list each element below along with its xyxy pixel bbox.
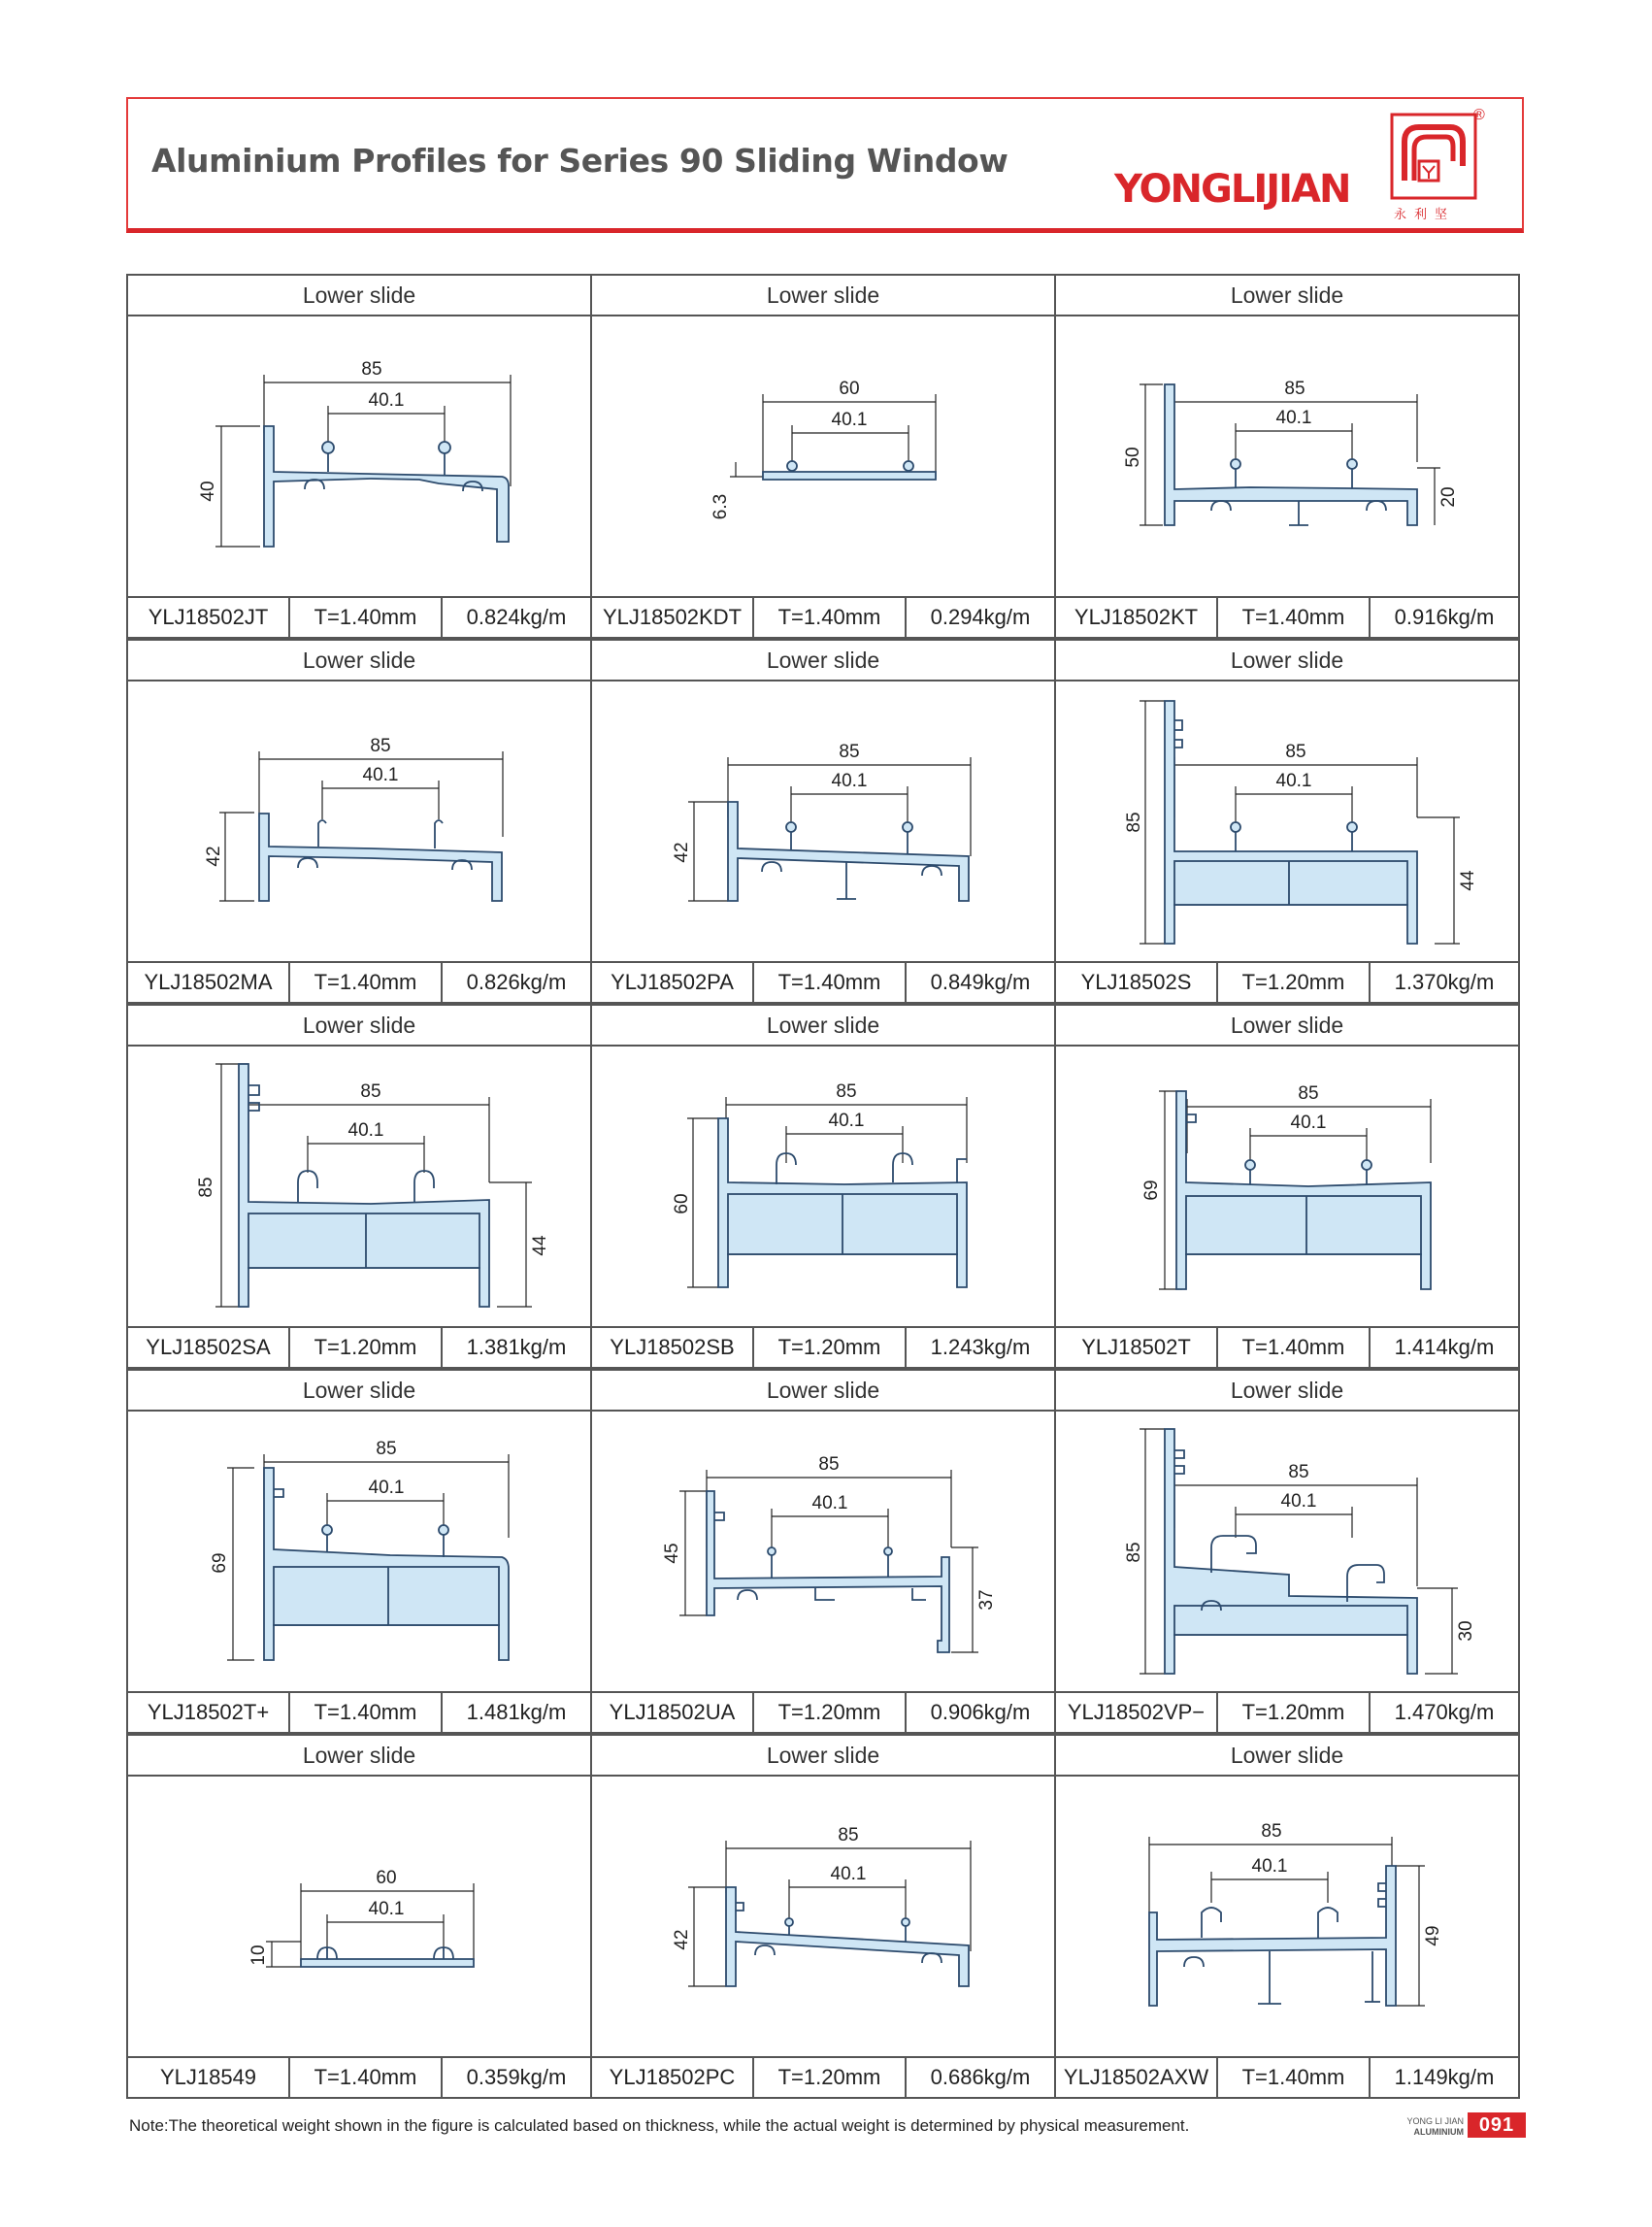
profile-spec-row bbox=[128, 961, 590, 1002]
dim-height: 42 bbox=[672, 842, 692, 863]
dim-track: 40.1 bbox=[1290, 1113, 1327, 1133]
profile-code: YLJ18502S bbox=[1056, 963, 1218, 1002]
profile-drawing bbox=[128, 681, 590, 961]
profile-title: Lower slide bbox=[1056, 1736, 1518, 1777]
profile-drawing bbox=[592, 316, 1054, 596]
profile-code: YLJ18549 bbox=[128, 2058, 290, 2097]
profile-title: Lower slide bbox=[128, 276, 590, 316]
profile-title: Lower slide bbox=[1056, 1006, 1518, 1047]
profile-drawing bbox=[128, 316, 590, 596]
brand-name: YONGLIJIAN bbox=[1114, 167, 1350, 212]
profile-drawing bbox=[1056, 316, 1518, 596]
profile-card bbox=[1054, 274, 1520, 639]
brand-chinese-name: 永利坚 bbox=[1394, 208, 1456, 222]
profile-row bbox=[126, 639, 1526, 1004]
profile-weight: 1.149kg/m bbox=[1394, 2065, 1495, 2089]
profile-thickness: T=1.20mm bbox=[754, 1328, 907, 1367]
dim-height: 69 bbox=[1141, 1180, 1162, 1201]
profile-weight: 1.470kg/m bbox=[1394, 1700, 1495, 1724]
profile-card bbox=[1054, 639, 1520, 1004]
dim-height: 69 bbox=[210, 1552, 230, 1574]
profile-spec-row bbox=[592, 1326, 1054, 1367]
profile-drawing-kdt bbox=[592, 316, 1054, 598]
profile-spec-row bbox=[1056, 596, 1518, 637]
dim-track: 40.1 bbox=[1251, 1856, 1288, 1877]
dim-height: 45 bbox=[662, 1543, 682, 1564]
profile-drawing-ma bbox=[128, 681, 590, 963]
profile-spec-row bbox=[1056, 2056, 1518, 2097]
profile-grid bbox=[126, 274, 1526, 2099]
profile-row bbox=[126, 1369, 1526, 1734]
profile-code: YLJ18502JT bbox=[128, 598, 290, 637]
dim-height: 85 bbox=[196, 1177, 216, 1198]
profile-code: YLJ18502PA bbox=[592, 963, 754, 1002]
profile-row bbox=[126, 274, 1526, 639]
dim-width: 85 bbox=[1285, 742, 1306, 762]
profile-code: YLJ18502T bbox=[1056, 1328, 1218, 1367]
profile-card bbox=[1054, 1734, 1520, 2099]
profile-spec-row bbox=[128, 2056, 590, 2097]
profile-drawing-axw bbox=[1056, 1777, 1518, 2058]
profile-title: Lower slide bbox=[592, 1371, 1054, 1412]
profile-title: Lower slide bbox=[592, 276, 1054, 316]
registered-mark: ® bbox=[1473, 107, 1485, 123]
profile-title: Lower slide bbox=[592, 1006, 1054, 1047]
dim-track: 40.1 bbox=[1275, 771, 1312, 791]
profile-drawing-sb bbox=[592, 1047, 1054, 1328]
profile-code: YLJ18502UA bbox=[592, 1693, 754, 1732]
profile-spec-row bbox=[128, 1691, 590, 1732]
page-number: 091 bbox=[1468, 2112, 1526, 2138]
profile-thickness: T=1.40mm bbox=[1218, 2058, 1371, 2097]
profile-drawing-18549 bbox=[128, 1777, 590, 2058]
profile-drawing-ua bbox=[592, 1412, 1054, 1693]
profile-drawing bbox=[128, 1412, 590, 1691]
profile-weight: 0.824kg/m bbox=[466, 605, 567, 629]
profile-drawing bbox=[128, 1047, 590, 1326]
profile-thickness: T=1.40mm bbox=[290, 963, 443, 1002]
dim-track: 40.1 bbox=[811, 1493, 848, 1513]
dim-side: 44 bbox=[530, 1235, 550, 1256]
dim-width: 85 bbox=[1261, 1821, 1282, 1842]
profile-card bbox=[1054, 1004, 1520, 1369]
page-header bbox=[126, 97, 1524, 233]
dim-width: 85 bbox=[838, 1825, 859, 1845]
dim-width: 85 bbox=[839, 742, 860, 762]
profile-thickness: T=1.40mm bbox=[754, 598, 907, 637]
profile-drawing bbox=[592, 1777, 1054, 2056]
profile-card bbox=[126, 1004, 592, 1369]
profile-drawing-vp bbox=[1056, 1412, 1518, 1693]
dim-side: 37 bbox=[976, 1589, 997, 1611]
profile-card bbox=[590, 1004, 1056, 1369]
profile-code: YLJ18502T+ bbox=[128, 1693, 290, 1732]
dim-track: 40.1 bbox=[368, 1478, 405, 1498]
profile-drawing bbox=[128, 1777, 590, 2056]
dim-width: 85 bbox=[376, 1439, 397, 1459]
page-title: Aluminium Profiles for Series 90 Sliding Window bbox=[151, 142, 1008, 180]
profile-card bbox=[126, 274, 592, 639]
dim-track: 40.1 bbox=[1275, 408, 1312, 428]
dim-track: 40.1 bbox=[831, 771, 868, 791]
dim-track: 40.1 bbox=[362, 765, 399, 785]
dim-width: 85 bbox=[818, 1454, 840, 1475]
profile-spec-row bbox=[1056, 1326, 1518, 1367]
dim-height: 10 bbox=[248, 1944, 269, 1966]
profile-drawing bbox=[1056, 1412, 1518, 1691]
profile-spec-row bbox=[128, 596, 590, 637]
profile-spec-row bbox=[1056, 1691, 1518, 1732]
profile-card bbox=[590, 1369, 1056, 1734]
footer-brand bbox=[1394, 2116, 1464, 2138]
profile-code: YLJ18502KDT bbox=[592, 598, 754, 637]
dim-width: 60 bbox=[839, 379, 860, 399]
profile-row bbox=[126, 1004, 1526, 1369]
profile-row bbox=[126, 1734, 1526, 2099]
profile-code: YLJ18502AXW bbox=[1056, 2058, 1218, 2097]
profile-card bbox=[1054, 1369, 1520, 1734]
profile-drawing bbox=[1056, 1777, 1518, 2056]
profile-drawing-jt bbox=[128, 316, 590, 598]
profile-drawing-s bbox=[1056, 681, 1518, 963]
profile-title: Lower slide bbox=[1056, 1371, 1518, 1412]
profile-weight: 0.294kg/m bbox=[930, 605, 1031, 629]
profile-thickness: T=1.40mm bbox=[290, 2058, 443, 2097]
dim-track: 40.1 bbox=[830, 1864, 867, 1884]
profile-weight: 1.414kg/m bbox=[1394, 1335, 1495, 1359]
profile-thickness: T=1.40mm bbox=[290, 598, 443, 637]
profile-drawing bbox=[592, 681, 1054, 961]
profile-thickness: T=1.20mm bbox=[1218, 963, 1371, 1002]
profile-drawing-sa bbox=[128, 1047, 590, 1328]
profile-drawing bbox=[592, 1047, 1054, 1326]
profile-card bbox=[126, 1369, 592, 1734]
profile-weight: 1.381kg/m bbox=[466, 1335, 567, 1359]
profile-weight: 0.686kg/m bbox=[930, 2065, 1031, 2089]
profile-spec-row bbox=[592, 961, 1054, 1002]
dim-width: 60 bbox=[376, 1868, 397, 1888]
profile-card bbox=[126, 1734, 592, 2099]
profile-drawing bbox=[1056, 681, 1518, 961]
profile-card bbox=[126, 639, 592, 1004]
profile-card bbox=[590, 1734, 1056, 2099]
profile-thickness: T=1.20mm bbox=[290, 1328, 443, 1367]
profile-thickness: T=1.40mm bbox=[1218, 598, 1371, 637]
profile-weight: 0.849kg/m bbox=[930, 970, 1031, 994]
profile-drawing-pc bbox=[592, 1777, 1054, 2058]
profile-title: Lower slide bbox=[592, 641, 1054, 681]
dim-track: 40.1 bbox=[347, 1120, 384, 1141]
profile-title: Lower slide bbox=[1056, 276, 1518, 316]
profile-drawing-t bbox=[1056, 1047, 1518, 1328]
dim-height: 50 bbox=[1123, 447, 1143, 468]
profile-code: YLJ18502PC bbox=[592, 2058, 754, 2097]
profile-thickness: T=1.20mm bbox=[754, 1693, 907, 1732]
dim-height: 85 bbox=[1124, 1542, 1144, 1563]
profile-thickness: T=1.40mm bbox=[290, 1693, 443, 1732]
dim-height: 49 bbox=[1423, 1925, 1443, 1946]
profile-weight: 0.916kg/m bbox=[1394, 605, 1495, 629]
profile-spec-row bbox=[1056, 961, 1518, 1002]
profile-code: YLJ18502SA bbox=[128, 1328, 290, 1367]
profile-drawing-kt bbox=[1056, 316, 1518, 598]
dim-side: 20 bbox=[1438, 486, 1459, 508]
footer-note: Note:The theoretical weight shown in the figure is calculated based on thickness, while the actual weight is determined by physical measurement. bbox=[129, 2116, 1190, 2135]
dim-track: 40.1 bbox=[368, 1899, 405, 1919]
profile-thickness: T=1.40mm bbox=[1218, 1328, 1371, 1367]
profile-thickness: T=1.40mm bbox=[754, 963, 907, 1002]
profile-spec-row bbox=[128, 1326, 590, 1367]
dim-side: 44 bbox=[1458, 870, 1478, 891]
profile-thickness: T=1.20mm bbox=[754, 2058, 907, 2097]
profile-title: Lower slide bbox=[1056, 641, 1518, 681]
profile-drawing bbox=[592, 1412, 1054, 1691]
profile-code: YLJ18502VP− bbox=[1056, 1693, 1218, 1732]
profile-title: Lower slide bbox=[128, 1371, 590, 1412]
dim-width: 85 bbox=[1298, 1083, 1319, 1104]
dim-width: 85 bbox=[836, 1081, 857, 1102]
dim-width: 85 bbox=[1288, 1462, 1309, 1482]
footer-brand-line2: ALUMINIUM bbox=[1413, 2127, 1464, 2137]
dim-track: 40.1 bbox=[1280, 1491, 1317, 1512]
profile-code: YLJ18502KT bbox=[1056, 598, 1218, 637]
profile-spec-row bbox=[592, 2056, 1054, 2097]
dim-track: 40.1 bbox=[831, 410, 868, 430]
profile-weight: 1.481kg/m bbox=[466, 1700, 567, 1724]
profile-title: Lower slide bbox=[128, 641, 590, 681]
profile-weight: 0.359kg/m bbox=[466, 2065, 567, 2089]
dim-track: 40.1 bbox=[828, 1111, 865, 1131]
dim-width: 85 bbox=[360, 1081, 381, 1102]
profile-drawing-tplus bbox=[128, 1412, 590, 1693]
profile-weight: 1.370kg/m bbox=[1394, 970, 1495, 994]
dim-width: 85 bbox=[370, 736, 391, 756]
profile-spec-row bbox=[592, 1691, 1054, 1732]
profile-thickness: T=1.20mm bbox=[1218, 1693, 1371, 1732]
profile-drawing-pa bbox=[592, 681, 1054, 963]
profile-weight: 1.243kg/m bbox=[930, 1335, 1031, 1359]
profile-spec-row bbox=[592, 596, 1054, 637]
profile-card bbox=[590, 274, 1056, 639]
dim-height: 85 bbox=[1124, 812, 1144, 833]
footer-brand-line1: YONG LI JIAN bbox=[1406, 2116, 1464, 2126]
dim-height: 42 bbox=[204, 846, 224, 867]
dim-height: 60 bbox=[672, 1193, 692, 1214]
dim-height: 42 bbox=[672, 1929, 692, 1950]
profile-code: YLJ18502MA bbox=[128, 963, 290, 1002]
profile-title: Lower slide bbox=[128, 1006, 590, 1047]
dim-track: 40.1 bbox=[368, 390, 405, 411]
profile-title: Lower slide bbox=[128, 1736, 590, 1777]
profile-code: YLJ18502SB bbox=[592, 1328, 754, 1367]
profile-title: Lower slide bbox=[592, 1736, 1054, 1777]
dim-height: 40 bbox=[198, 481, 218, 502]
dim-side: 30 bbox=[1456, 1620, 1476, 1642]
profile-drawing bbox=[1056, 1047, 1518, 1326]
dim-width: 85 bbox=[361, 359, 382, 380]
dim-height: 6.3 bbox=[710, 493, 731, 520]
profile-card bbox=[590, 639, 1056, 1004]
profile-weight: 0.826kg/m bbox=[466, 970, 567, 994]
dim-width: 85 bbox=[1284, 379, 1305, 399]
profile-weight: 0.906kg/m bbox=[930, 1700, 1031, 1724]
